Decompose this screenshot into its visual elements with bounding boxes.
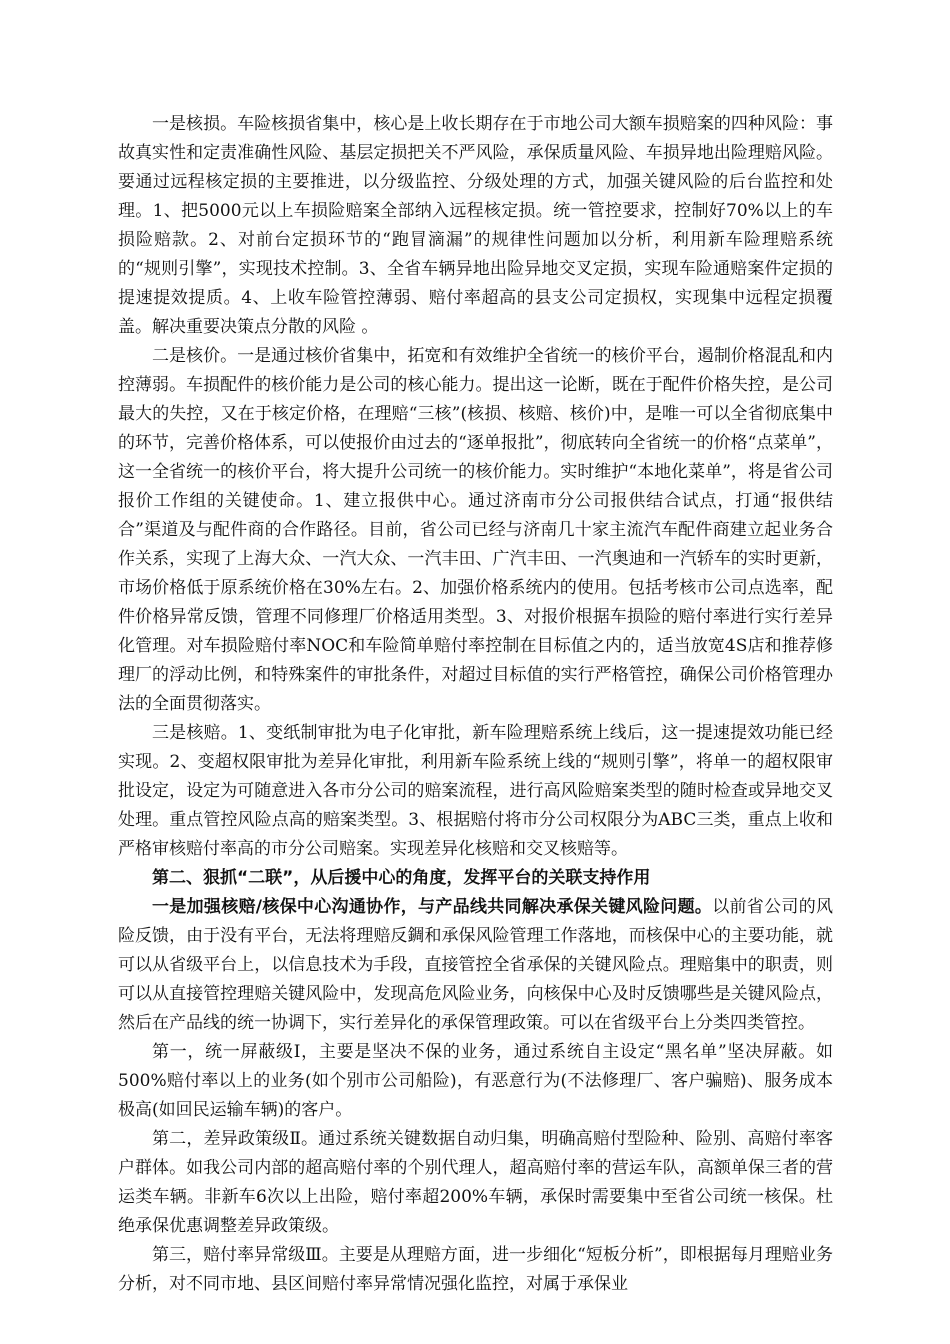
paragraph-level-2: 第二，差异政策级Ⅱ。通过系统关键数据自动归集，明确高赔付型险种、险别、高赔付率客户群体。如我公司内部的超高赔付率的个别代理人，超高赔付率的营运车队，高额单保三者的营运类车辆。非新车6次以上出险，赔付率超200%车辆，承保时需要集中至省公司统一核保。杜绝承保优惠调整差异政策级。 <box>118 1129 833 1236</box>
paragraph-coordination <box>118 893 833 1038</box>
paragraph-price-assessment: 二是核价。一是通过核价省集中，拓宽和有效维护全省统一的核价平台，遏制价格混乱和内控薄弱。车损配件的核价能力是公司的核心能力。提出这一论断，既在于配件价格失控，是公司最大的失控，又在于核定价格，在理赔“三核”(核损、核赔、核价)中，是唯一可以全省彻底集中的环节，完善价格体系，可以使报价由过去的“逐单报批”，彻底转向全省统一的价格“点菜单”，这一全省统一的核价平台，将大提升公司统一的核价能力。实时维护“本地化菜单”，将是省公司报价工作组的关键使命。1、建立报供中心。通过济南市分公司报供结合试点，打通“报供结合”渠道及与配件商的合作路径。目前，省公司已经与济南几十家主流汽车配件商建立起业务合作关系，实现了上海大众、一汽大众、一汽丰田、广汽丰田、一汽奥迪和一汽轿车的实时更新，市场价格低于原系统价格在30%左右。2、加强价格系统内的使用。包括考核市公司点选率，配件价格异常反馈，管理不同修理厂价格适用类型。3、对报价根据车损险的赔付率进行实行差异化管理。对车损险赔付率NOC和车险简单赔付率控制在目标值之内的，适当放宽4S店和推荐修理厂的浮动比例，和特殊案件的审批条件，对超过目标值的实行严格管控，确保公司价格管理办法的全面贯彻落实。 <box>118 346 833 714</box>
paragraph-level-1: 第一，统一屏蔽级Ⅰ，主要是坚决不保的业务，通过系统自主设定“黑名单”坚决屏蔽。如500%赔付率以上的业务(如个别市公司船险)，有恶意行为(不法修理厂、客户骗赔)、服务成本极高(如回民运输车辆)的客户。 <box>118 1042 833 1120</box>
paragraph-loss-assessment: 一是核损。车险核损省集中，核心是上收长期存在于市地公司大额车损赔案的四种风险：事故真实性和定责准确性风险、基层定损把关不严风险，承保质量风险、车损异地出险理赔风险。要通过远程核定损的主要推进，以分级监控、分级处理的方式，加强关键风险的后台监控和处理。1、把5000元以上车损险赔案全部纳入远程核定损。统一管控要求，控制好70%以上的车损险赔款。2、对前台定损环节的“跑冒滴漏”的规律性问题加以分析，利用新车险理赔系统的“规则引擎”，实现技术控制。3、全省车辆异地出险异地交叉定损，实现车险通赔案件定损的提速提效提质。4、上收车险管控薄弱、赔付率超高的县支公司定损权，实现集中远程定损覆盖。解决重要决策点分散的风险 。 <box>118 114 833 337</box>
document-page <box>118 110 833 1299</box>
paragraph-lead: 一是加强核赔/核保中心沟通协作，与产品线共同解决承保关键风险问题。 <box>152 897 713 917</box>
paragraph-body: 以前省公司的风险反馈，由于没有平台，无法将理赔反錭和承保风险管理工作落地，而核保中心的主要功能，就可以从省级平台上，以信息技术为手段，直接管控全省承保的关键风险点。理赔集中的职责，则可以从直接管控理赔关键风险中，发现高危风险业务，向核保中心及时反馈哪些是关键风险点，然后在产品线的统一协调下，实行差异化的承保管理政策。可以在省级平台上分类四类管控。 <box>118 897 833 1033</box>
section-heading-2: 第二、狠抓“二联”，从后援中心的角度，发挥平台的关联支持作用 <box>152 868 651 888</box>
paragraph-level-3: 第三，赔付率异常级Ⅲ。主要是从理赔方面，进一步细化“短板分析”，即根据每月理赔业务分析，对不同市地、县区间赔付率异常情况强化监控，对属于承保业 <box>118 1245 833 1294</box>
paragraph-claim-assessment: 三是核赔。1、变纸制审批为电子化审批，新车险理赔系统上线后，这一提速提效功能已经实现。2、变超权限审批为差异化审批，利用新车险系统上线的“规则引擎”，将单一的超权限审批设定，设定为可随意进入各市分公司的赔案流程，进行高风险赔案类型的随时检查或异地交叉处理。重点管控风险点高的赔案类型。3、根据赔付将市分公司权限分为ABC三类，重点上收和严格审核赔付率高的市分公司赔案。实现差异化核赔和交叉核赔等。 <box>118 723 833 859</box>
